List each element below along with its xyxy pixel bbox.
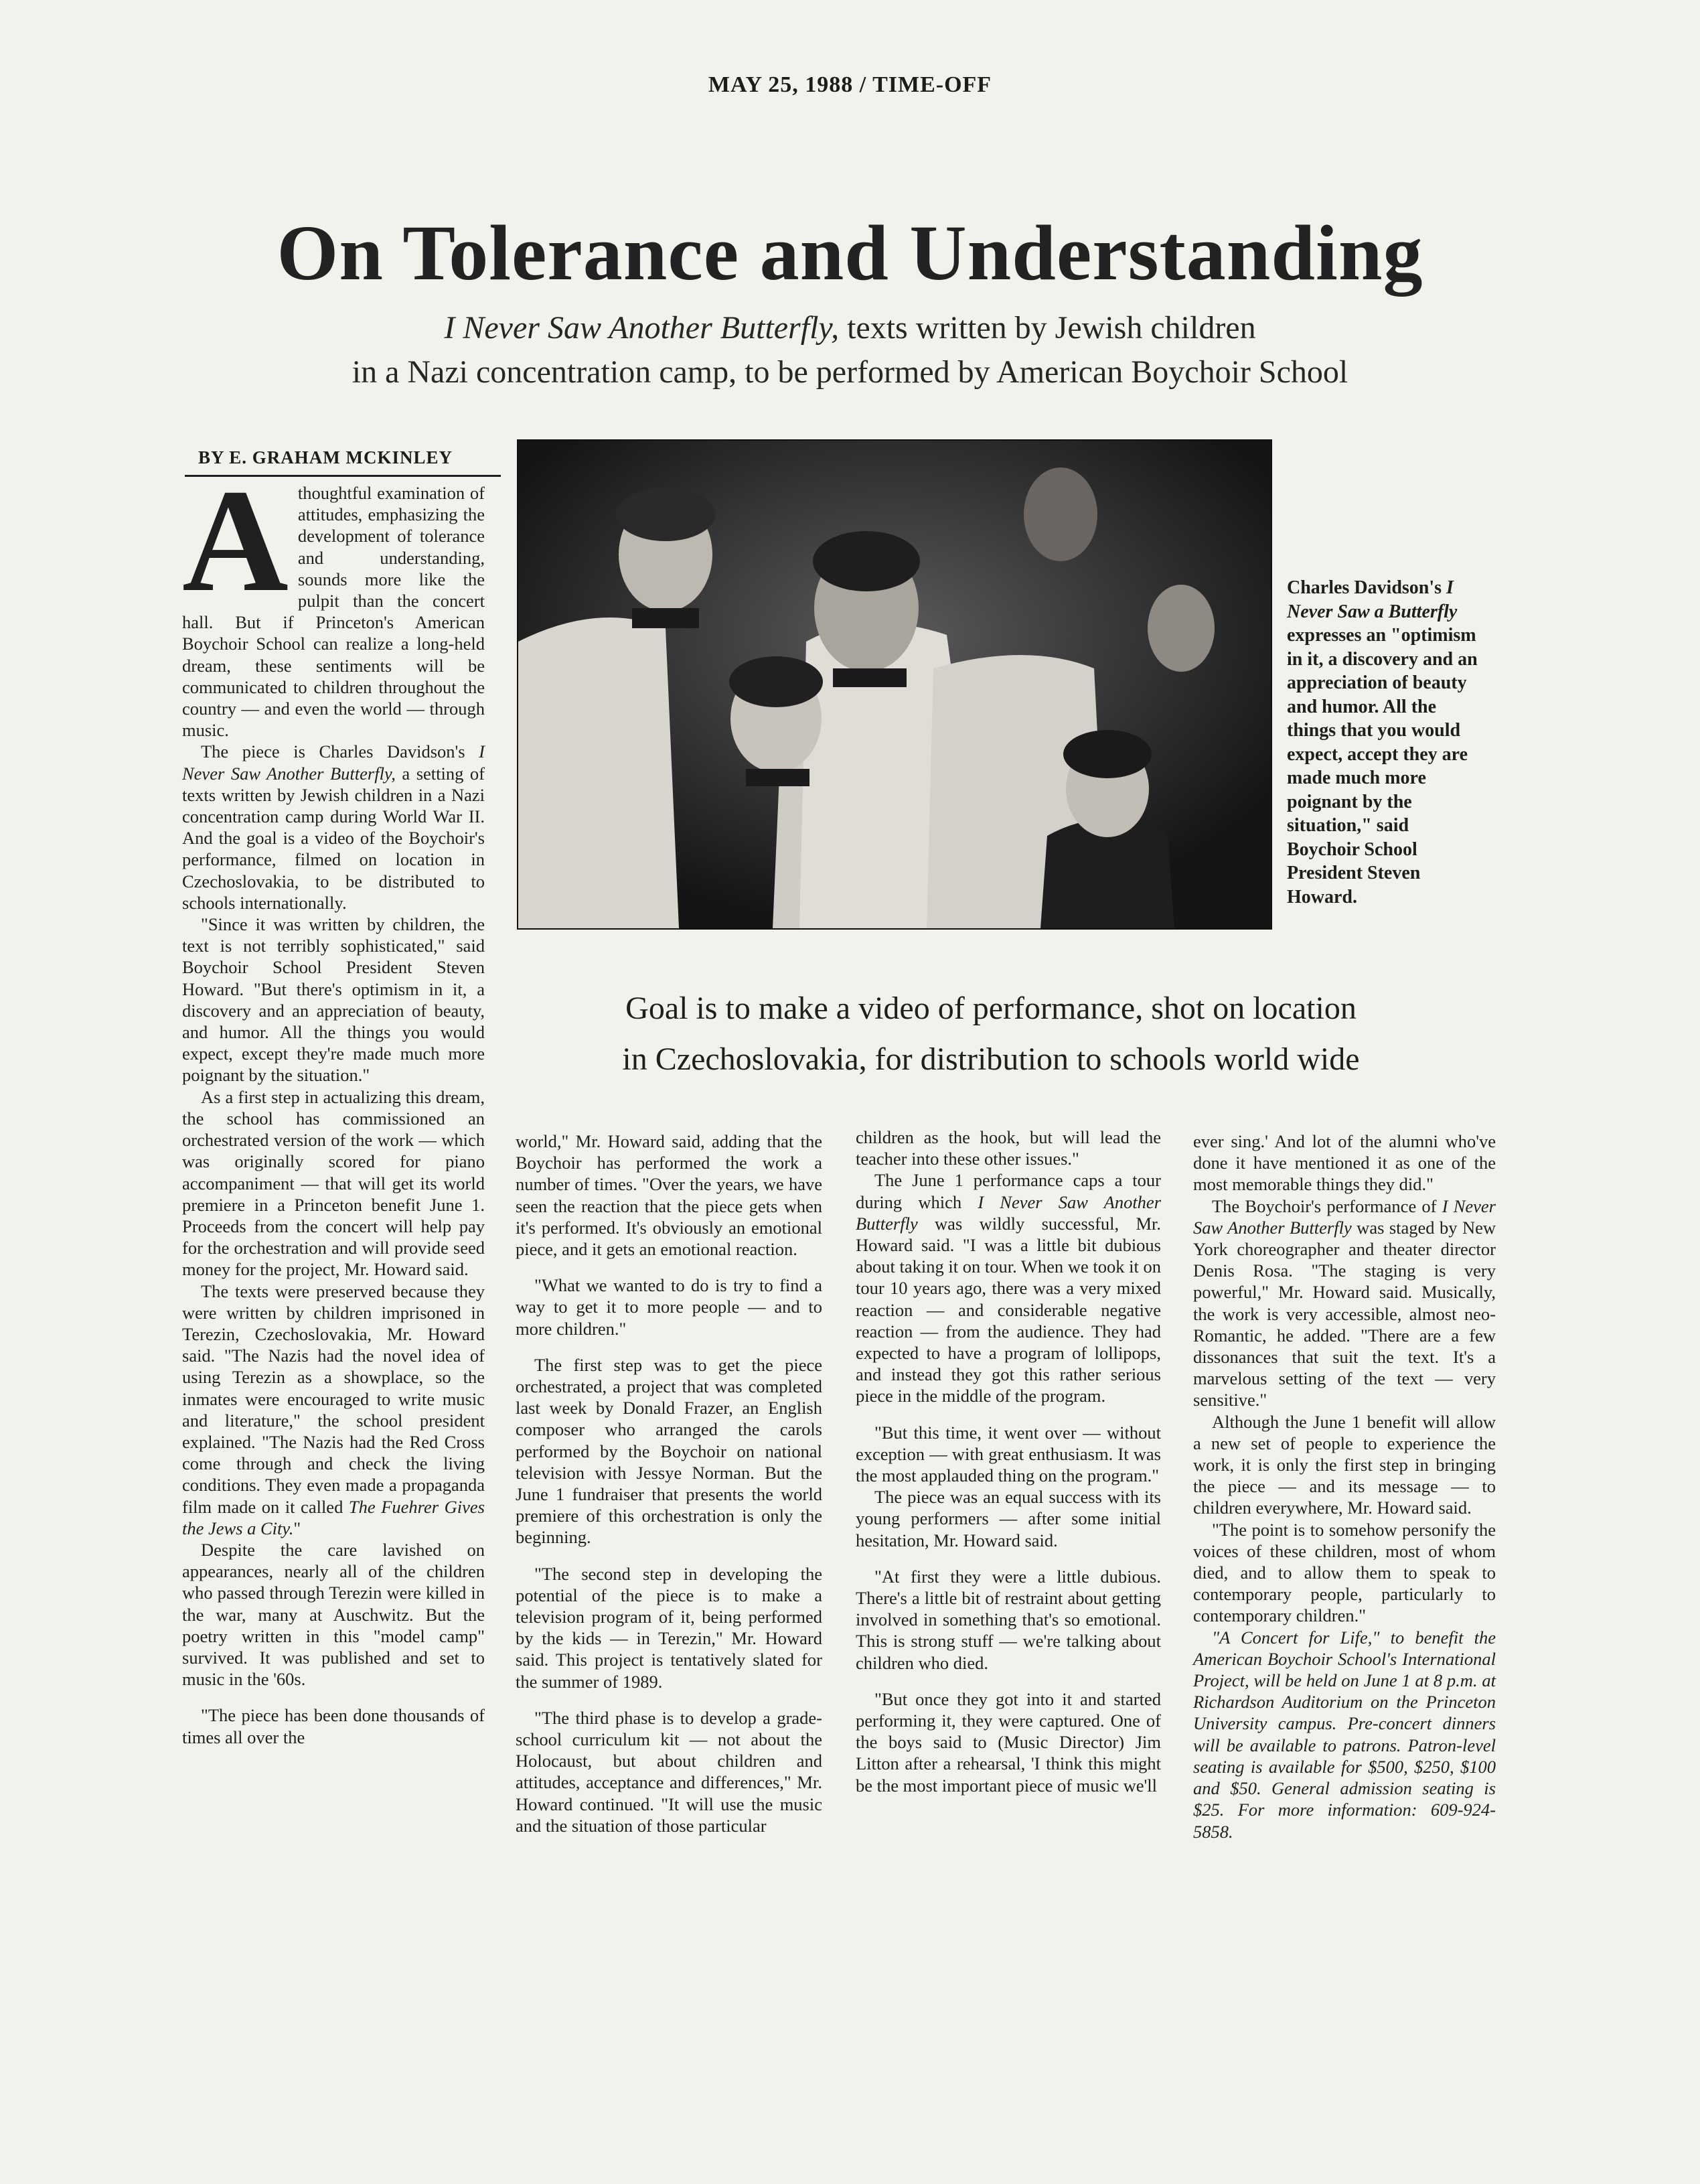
- col1-p2a: The piece is Charles Davidson's: [201, 741, 479, 762]
- col4-paragraph-1: ever sing.' And lot of the alumni who've done it have mentioned it as one of the most memorable things they did.": [1193, 1131, 1496, 1195]
- deck-line-1: [0, 309, 1700, 346]
- headline: On Tolerance and Understanding: [277, 209, 1423, 297]
- col1-p5a: The texts were preserved because they were written by children imprisoned in Terezin, Czechoslovakia, Mr. Howard said. "The Nazis had the novel idea of using Terezin as a showplace, so the inmates were encouraged to write music and literature," the school president explained. "The Nazis had the Red Cross come through and check the living conditions. They even made a propaganda film made on it called: [182, 1281, 485, 1517]
- col4-p2b: was staged by New York choreographer and theater director Denis Rosa. "The staging is very powerful," Mr. Howard said. Musically, the work is very accessible, almost neo-Romantic, he added. "There are a few dissonances that suit the text. It's a marvelous setting of the text — very sensitive.": [1193, 1217, 1496, 1410]
- col3-paragraph-1: children as the hook, but will lead the teacher into these other issues.": [856, 1127, 1161, 1169]
- col2-paragraph-2: "What we wanted to do is try to find a way to get it to more people — and to more children.": [516, 1275, 822, 1339]
- col3-paragraph-3: "But this time, it went over — without exception — with great enthusiasm. It was the most applauded thing on the program.": [856, 1422, 1161, 1486]
- col2-paragraph-4: "The second step in developing the potential of the piece is to make a television program of it, being performed by the kids — in Terezin," Mr. Howard said. This project is tentatively slated for the summer of 1989.: [516, 1563, 822, 1692]
- pull-quote-line-1: Goal is to make a video of performance, shot on location: [625, 991, 1357, 1026]
- col1-p5-italic: The Fuehrer Gives the Jews a City.: [182, 1496, 485, 1538]
- pull-quote: [509, 983, 1473, 1085]
- photo-image: [518, 441, 1271, 928]
- boychoir-photo: [517, 439, 1272, 930]
- dateline: MAY 25, 1988 / TIME-OFF: [708, 72, 992, 97]
- col3-paragraph-4: The piece was an equal success with its young performers — after some initial hesitation, Mr. Howard said.: [856, 1487, 1161, 1550]
- caption-italic: I Never Saw a Butterfly: [1287, 577, 1458, 622]
- col4-paragraph-4: "The point is to somehow personify the voices of these children, most of whom died, and to allow them to speak to contemporary people, particularly to contemporary children.": [1193, 1519, 1496, 1626]
- event-info-note: "A Concert for Life," to benefit the American Boychoir School's International Project, will be held on June 1 at 8 p.m. at Richardson Auditorium on the Princeton University campus. Pre-concert dinners will be available to patrons. Patron-level seating is available for $500, $250, $100 and $50. General admission seating is $25. For more information: 609-924-5858.: [1193, 1627, 1496, 1842]
- col2-paragraph-5: "The third phase is to develop a grade-school curriculum kit — not about the Holocaust, but about children and attitudes, acceptance and differences," Mr. Howard continued. "It will use the music and the situation of those particular: [516, 1707, 822, 1836]
- col4-paragraph-2: [1193, 1195, 1496, 1411]
- col3-p2a: The June 1 performance caps a tour during which: [856, 1170, 1161, 1212]
- col3-p2-italic: I Never Saw Another Butterfly: [856, 1191, 1162, 1234]
- article-column-2: [516, 1131, 822, 1836]
- col3-p2b: was wildly successful, Mr. Howard said. "I was a little bit dubious about taking it on tour. When we took it on tour 10 years ago, there was a very mixed reaction — and considerable negative reaction — from the audience. They had expected to have a program of lollipops, and instead they got this rather serious piece in the middle of the program.: [856, 1213, 1161, 1406]
- col2-paragraph-3: The first step was to get the piece orchestrated, a project that was completed last week by Donald Frazer, an English composer who arranged the carols performed by the Boychoir on national television with Jessye Norman. But the June 1 fundraiser that presents the world premiere of this orchestration is only the beginning.: [516, 1354, 822, 1548]
- pull-quote-line-2: in Czechoslovakia, for distribution to schools world wide: [622, 1041, 1360, 1077]
- caption-a: Charles Davidson's: [1287, 577, 1447, 598]
- col1-paragraph-6: Despite the care lavished on appearances, nearly all of the children who passed through Terezin were killed in the war, many at Auschwitz. But the poetry written in this "model camp" survived. It was published and set to music in the '60s.: [182, 1539, 485, 1690]
- col4-paragraph-3: Although the June 1 benefit will allow a new set of people to experience the work, it is only the first step in bringing the piece — and its message — to children everywhere, Mr. Howard said.: [1193, 1411, 1496, 1518]
- col3-paragraph-2: [856, 1169, 1161, 1406]
- col1-paragraph-3: "Since it was written by children, the text is not terribly sophisticated," said Boychoir School President Steven Howard. "But there's optimism in it, a discovery and an appreciation of beauty, and humor. All the things you would expect, except they're made much more poignant by the situation.": [182, 914, 485, 1086]
- col3-paragraph-5: "At first they were a little dubious. There's a little bit of restraint about getting involved in something that's so emotional. This is strong stuff — we're talking about children who died.: [856, 1566, 1161, 1673]
- col1-p2-italic: I Never Saw Another Butterfly,: [182, 741, 485, 784]
- article-column-3: [856, 1126, 1161, 1796]
- drop-cap: A: [182, 459, 289, 622]
- col1-paragraph-2: [182, 741, 485, 914]
- col1-paragraph-4: As a first step in actualizing this dream, the school has commissioned an orchestrated version of the work — which was originally scored for piano accompaniment — that will get its world premiere in a Princeton benefit June 1. Proceeds from the concert will help pay for the orchestration and will provide seed money for the project, Mr. Howard said.: [182, 1086, 485, 1280]
- article-column-1: [182, 459, 485, 1748]
- col1-p1-text: thoughtful examination of attitudes, emphasizing the development of tolerance and understanding, sounds more like the pulpit than the concert hall. But if Princeton's American Boychoir School can realize a long-held dream, these sentiments will be communicated to children throughout the country — and even the world — through music.: [182, 483, 485, 741]
- col2-paragraph-1: world," Mr. Howard said, adding that the Boychoir has performed the work a number of times. "Over the years, we have seen the reaction that the piece gets when it's performed. It's obviously an emotional piece, and it gets an emotional reaction.: [516, 1131, 822, 1260]
- deck-line-1-rest: texts written by Jewish children: [839, 310, 1256, 346]
- col1-paragraph-1: [182, 459, 485, 741]
- col4-p2a: The Boychoir's performance of: [1212, 1195, 1442, 1216]
- col3-paragraph-6: "But once they got into it and started performing it, they were captured. One of the boys said to (Music Director) Jim Litton after a rehearsal, 'I think this might be the most important piece of music we'll: [856, 1688, 1161, 1796]
- deck-line-2: in a Nazi concentration camp, to be performed by American Boychoir School: [352, 354, 1348, 390]
- photo-caption: [1287, 576, 1481, 909]
- col1-p2b: a setting of texts written by Jewish children in a Nazi concentration camp during World War II. And the goal is a video of the Boychoir's performance, filmed on location in Czechoslovakia, to be distributed to schools internationally.: [182, 763, 485, 913]
- col1-p5b: ": [293, 1518, 301, 1538]
- col1-paragraph-5: [182, 1281, 485, 1539]
- caption-b: expresses an "optimism in it, a discovery and an appreciation of beauty and humor. All the things that you would expect, accept they are made much more poignant by the situation," said Boychoir School President Steven Howard.: [1287, 625, 1478, 907]
- byline: BY E. GRAHAM MCKINLEY: [185, 447, 501, 477]
- deck-title-italic: I Never Saw Another Butterfly,: [444, 310, 840, 346]
- article-column-4: [1193, 1131, 1496, 1842]
- col1-paragraph-7: "The piece has been done thousands of times all over the: [182, 1705, 485, 1747]
- col4-p2-italic: I Never Saw Another Butterfly: [1193, 1195, 1496, 1238]
